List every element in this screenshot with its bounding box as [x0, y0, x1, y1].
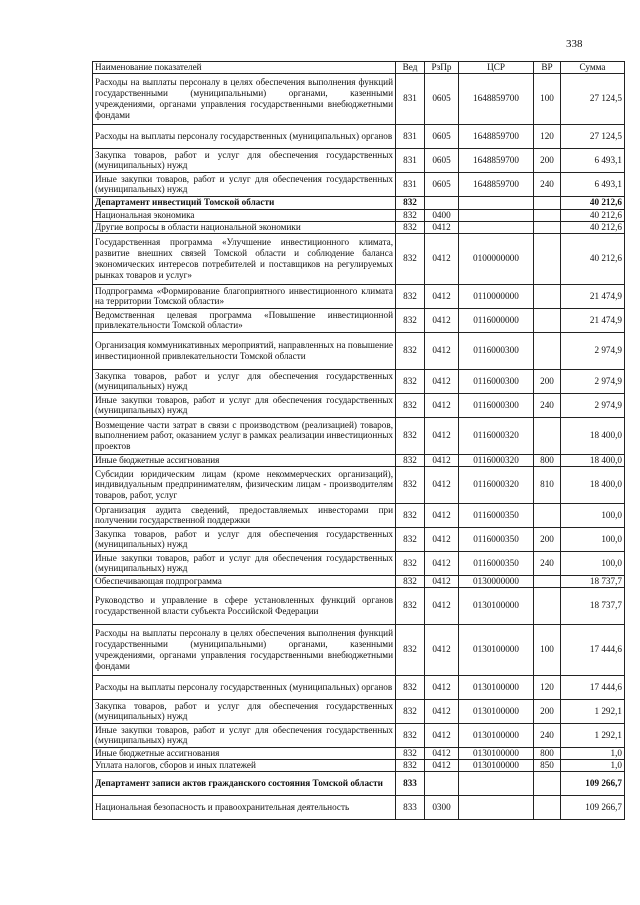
- table-row: [93, 575, 625, 587]
- row-ved: 832: [396, 393, 425, 417]
- row-vr: [534, 221, 561, 233]
- row-rzpr: 0412: [425, 723, 459, 747]
- table-body: [93, 73, 625, 819]
- row-vr: 100: [534, 624, 561, 675]
- header-sum: Сумма: [561, 62, 625, 74]
- row-sum: 40 212,6: [561, 221, 625, 233]
- table-row: [93, 233, 625, 284]
- row-sum: 6 493,1: [561, 148, 625, 172]
- row-sum: 1 292,1: [561, 699, 625, 723]
- row-ved: 832: [396, 369, 425, 393]
- row-ved: 832: [396, 209, 425, 221]
- table-row: [93, 699, 625, 723]
- row-csr: 0130100000: [459, 675, 534, 699]
- row-vr: [534, 284, 561, 308]
- table-row: [93, 454, 625, 466]
- row-csr: [459, 221, 534, 233]
- row-csr: 0130100000: [459, 747, 534, 759]
- table-row: [93, 417, 625, 454]
- row-ved: 832: [396, 723, 425, 747]
- row-rzpr: 0412: [425, 466, 459, 503]
- row-name: Расходы на выплаты персоналу в целях обеспечения выполнения функций государственными (муниципальными) органами, казенными учреждениями, органами управления государственными внебюджетными фондами: [93, 624, 396, 675]
- row-vr: 240: [534, 393, 561, 417]
- row-sum: 109 266,7: [561, 771, 625, 795]
- row-sum: 27 124,5: [561, 73, 625, 124]
- row-rzpr: 0300: [425, 795, 459, 819]
- row-vr: 810: [534, 466, 561, 503]
- row-vr: 800: [534, 454, 561, 466]
- row-name: Ведомственная целевая программа «Повышение инвестиционной привлекательности Томской области»: [93, 308, 396, 332]
- row-csr: [459, 771, 534, 795]
- row-sum: 18 737,7: [561, 575, 625, 587]
- row-sum: 17 444,6: [561, 675, 625, 699]
- table-row: [93, 759, 625, 771]
- row-ved: 831: [396, 124, 425, 148]
- row-ved: 833: [396, 771, 425, 795]
- row-name: Руководство и управление в сфере установленных функций органов государственной власти субъекта Российской Федерации: [93, 587, 396, 624]
- row-sum: 2 974,9: [561, 332, 625, 369]
- row-csr: 0116000300: [459, 332, 534, 369]
- row-ved: 832: [396, 527, 425, 551]
- row-rzpr: 0412: [425, 551, 459, 575]
- row-ved: 831: [396, 73, 425, 124]
- row-name: Расходы на выплаты персоналу государственных (муниципальных) органов: [93, 675, 396, 699]
- row-ved: 832: [396, 675, 425, 699]
- row-sum: 100,0: [561, 503, 625, 527]
- row-csr: 0110000000: [459, 284, 534, 308]
- row-rzpr: 0412: [425, 221, 459, 233]
- row-ved: 832: [396, 221, 425, 233]
- page-number: 338: [566, 38, 583, 50]
- row-name: Закупка товаров, работ и услуг для обеспечения государственных (муниципальных) нужд: [93, 148, 396, 172]
- row-sum: 18 400,0: [561, 466, 625, 503]
- row-ved: 832: [396, 454, 425, 466]
- table-row: [93, 284, 625, 308]
- row-vr: 240: [534, 723, 561, 747]
- row-csr: 0116000350: [459, 503, 534, 527]
- row-vr: [534, 209, 561, 221]
- table-row: [93, 196, 625, 209]
- row-rzpr: 0412: [425, 233, 459, 284]
- row-name: Иные закупки товаров, работ и услуг для обеспечения государственных (муниципальных) нужд: [93, 551, 396, 575]
- row-name: Уплата налогов, сборов и иных платежей: [93, 759, 396, 771]
- row-rzpr: 0412: [425, 332, 459, 369]
- row-sum: 21 474,9: [561, 308, 625, 332]
- header-csr: ЦСР: [459, 62, 534, 74]
- header-ved: Вед: [396, 62, 425, 74]
- table-row: [93, 723, 625, 747]
- row-sum: 100,0: [561, 551, 625, 575]
- table-row: [93, 503, 625, 527]
- row-name: Возмещение части затрат в связи с производством (реализацией) товаров, выполнением работ, оказанием услуг в рамках реализации инвестиционных проектов: [93, 417, 396, 454]
- row-csr: 0130100000: [459, 723, 534, 747]
- row-name: Организация аудита сведений, предоставляемых инвесторами при получении государственной поддержки: [93, 503, 396, 527]
- row-vr: [534, 417, 561, 454]
- row-rzpr: 0605: [425, 148, 459, 172]
- row-vr: 120: [534, 675, 561, 699]
- row-csr: 0116000350: [459, 527, 534, 551]
- table-row: [93, 308, 625, 332]
- row-sum: 18 400,0: [561, 454, 625, 466]
- row-ved: 833: [396, 795, 425, 819]
- row-sum: 18 400,0: [561, 417, 625, 454]
- row-csr: 0130100000: [459, 699, 534, 723]
- row-vr: 200: [534, 369, 561, 393]
- row-ved: 832: [396, 308, 425, 332]
- row-rzpr: 0412: [425, 369, 459, 393]
- table-row: [93, 466, 625, 503]
- row-name: Национальная безопасность и правоохранительная деятельность: [93, 795, 396, 819]
- row-rzpr: 0412: [425, 759, 459, 771]
- row-csr: [459, 209, 534, 221]
- row-vr: 240: [534, 551, 561, 575]
- row-vr: [534, 233, 561, 284]
- row-name: Иные закупки товаров, работ и услуг для обеспечения государственных (муниципальных) нужд: [93, 172, 396, 196]
- row-ved: 832: [396, 747, 425, 759]
- row-csr: 0116000000: [459, 308, 534, 332]
- table-row: [93, 527, 625, 551]
- row-ved: 832: [396, 466, 425, 503]
- row-name: Подпрограмма «Формирование благоприятного инвестиционного климата на территории Томской области»: [93, 284, 396, 308]
- row-sum: 1 292,1: [561, 723, 625, 747]
- row-sum: 2 974,9: [561, 369, 625, 393]
- table-row: [93, 172, 625, 196]
- row-vr: 200: [534, 527, 561, 551]
- row-csr: 0130100000: [459, 587, 534, 624]
- row-csr: 0116000300: [459, 393, 534, 417]
- row-rzpr: 0412: [425, 747, 459, 759]
- row-sum: 1,0: [561, 759, 625, 771]
- row-csr: 0116000300: [459, 369, 534, 393]
- table-row: [93, 771, 625, 795]
- row-csr: 0116000350: [459, 551, 534, 575]
- row-name: Расходы на выплаты персоналу в целях обеспечения выполнения функций государственными (муниципальными) органами, казенными учреждениями, органами управления государственными внебюджетными фондами: [93, 73, 396, 124]
- row-name: Национальная экономика: [93, 209, 396, 221]
- header-rzpr: РзПр: [425, 62, 459, 74]
- row-rzpr: 0412: [425, 284, 459, 308]
- row-name: Департамент инвестиций Томской области: [93, 196, 396, 209]
- row-ved: 832: [396, 417, 425, 454]
- row-name: Департамент записи актов гражданского состояния Томской области: [93, 771, 396, 795]
- row-vr: 100: [534, 73, 561, 124]
- row-sum: 40 212,6: [561, 209, 625, 221]
- row-name: Закупка товаров, работ и услуг для обеспечения государственных (муниципальных) нужд: [93, 699, 396, 723]
- row-csr: 0116000320: [459, 417, 534, 454]
- row-vr: [534, 196, 561, 209]
- row-name: Иные бюджетные ассигнования: [93, 454, 396, 466]
- row-ved: 832: [396, 699, 425, 723]
- row-name: Организация коммуникативных мероприятий, направленных на повышение инвестиционной привлекательности Томской области: [93, 332, 396, 369]
- row-rzpr: 0605: [425, 172, 459, 196]
- row-rzpr: 0400: [425, 209, 459, 221]
- row-vr: 120: [534, 124, 561, 148]
- row-rzpr: 0605: [425, 124, 459, 148]
- row-sum: 6 493,1: [561, 172, 625, 196]
- row-csr: 0116000320: [459, 466, 534, 503]
- row-rzpr: 0412: [425, 417, 459, 454]
- row-rzpr: 0412: [425, 575, 459, 587]
- row-sum: 1,0: [561, 747, 625, 759]
- row-ved: 832: [396, 551, 425, 575]
- table-row: [93, 587, 625, 624]
- row-sum: 18 737,7: [561, 587, 625, 624]
- budget-table: [92, 61, 625, 820]
- row-csr: [459, 196, 534, 209]
- row-rzpr: 0412: [425, 454, 459, 466]
- row-csr: 0130100000: [459, 624, 534, 675]
- row-ved: 832: [396, 196, 425, 209]
- row-sum: 100,0: [561, 527, 625, 551]
- row-csr: 0130100000: [459, 759, 534, 771]
- row-rzpr: 0605: [425, 73, 459, 124]
- row-sum: 40 212,6: [561, 196, 625, 209]
- row-csr: 1648859700: [459, 148, 534, 172]
- row-rzpr: 0412: [425, 587, 459, 624]
- table-row: [93, 148, 625, 172]
- row-vr: [534, 587, 561, 624]
- row-vr: 200: [534, 148, 561, 172]
- row-name: Обеспечивающая подпрограмма: [93, 575, 396, 587]
- row-rzpr: [425, 771, 459, 795]
- row-vr: [534, 308, 561, 332]
- row-sum: 27 124,5: [561, 124, 625, 148]
- row-sum: 21 474,9: [561, 284, 625, 308]
- table-row: [93, 221, 625, 233]
- table-row: [93, 73, 625, 124]
- row-csr: [459, 795, 534, 819]
- row-csr: 1648859700: [459, 124, 534, 148]
- row-rzpr: 0412: [425, 503, 459, 527]
- header-vr: ВР: [534, 62, 561, 74]
- table-row: [93, 747, 625, 759]
- row-rzpr: 0412: [425, 624, 459, 675]
- table-row: [93, 675, 625, 699]
- row-csr: 1648859700: [459, 172, 534, 196]
- row-ved: 832: [396, 503, 425, 527]
- row-ved: 832: [396, 233, 425, 284]
- table-row: [93, 332, 625, 369]
- row-rzpr: 0412: [425, 393, 459, 417]
- row-ved: 831: [396, 148, 425, 172]
- row-name: Иные закупки товаров, работ и услуг для обеспечения государственных (муниципальных) нужд: [93, 723, 396, 747]
- row-ved: 832: [396, 624, 425, 675]
- table-header-row: [93, 62, 625, 74]
- table-row: [93, 624, 625, 675]
- row-vr: [534, 771, 561, 795]
- row-rzpr: 0412: [425, 675, 459, 699]
- row-rzpr: 0412: [425, 527, 459, 551]
- row-name: Субсидии юридическим лицам (кроме некоммерческих организаций), индивидуальным предпринимателям, физическим лицам - производителям товаров, работ, услуг: [93, 466, 396, 503]
- row-vr: [534, 795, 561, 819]
- row-csr: 0116000320: [459, 454, 534, 466]
- row-vr: 200: [534, 699, 561, 723]
- row-ved: 831: [396, 172, 425, 196]
- table-row: [93, 124, 625, 148]
- row-ved: 832: [396, 332, 425, 369]
- table-row: [93, 795, 625, 819]
- row-sum: 109 266,7: [561, 795, 625, 819]
- row-name: Иные бюджетные ассигнования: [93, 747, 396, 759]
- row-name: Расходы на выплаты персоналу государственных (муниципальных) органов: [93, 124, 396, 148]
- row-csr: 0130000000: [459, 575, 534, 587]
- row-vr: 800: [534, 747, 561, 759]
- row-csr: 1648859700: [459, 73, 534, 124]
- row-ved: 832: [396, 587, 425, 624]
- row-sum: 40 212,6: [561, 233, 625, 284]
- row-sum: 2 974,9: [561, 393, 625, 417]
- header-name: Наименование показателей: [93, 62, 396, 74]
- row-vr: 850: [534, 759, 561, 771]
- row-vr: 240: [534, 172, 561, 196]
- row-name: Иные закупки товаров, работ и услуг для обеспечения государственных (муниципальных) нужд: [93, 393, 396, 417]
- row-ved: 832: [396, 284, 425, 308]
- row-vr: [534, 332, 561, 369]
- row-rzpr: 0412: [425, 308, 459, 332]
- row-vr: [534, 575, 561, 587]
- row-ved: 832: [396, 575, 425, 587]
- row-csr: 0100000000: [459, 233, 534, 284]
- row-rzpr: 0412: [425, 699, 459, 723]
- row-name: Закупка товаров, работ и услуг для обеспечения государственных (муниципальных) нужд: [93, 527, 396, 551]
- row-name: Другие вопросы в области национальной экономики: [93, 221, 396, 233]
- row-name: Закупка товаров, работ и услуг для обеспечения государственных (муниципальных) нужд: [93, 369, 396, 393]
- row-sum: 17 444,6: [561, 624, 625, 675]
- table-row: [93, 369, 625, 393]
- table-row: [93, 209, 625, 221]
- table-row: [93, 393, 625, 417]
- row-rzpr: [425, 196, 459, 209]
- row-vr: [534, 503, 561, 527]
- row-ved: 832: [396, 759, 425, 771]
- row-name: Государственная программа «Улучшение инвестиционного климата, развитие внешних связей Томской области и соблюдение баланса экономических интересов потребителей и поставщиков на регулируемых рынках товаров и услуг»: [93, 233, 396, 284]
- table-row: [93, 551, 625, 575]
